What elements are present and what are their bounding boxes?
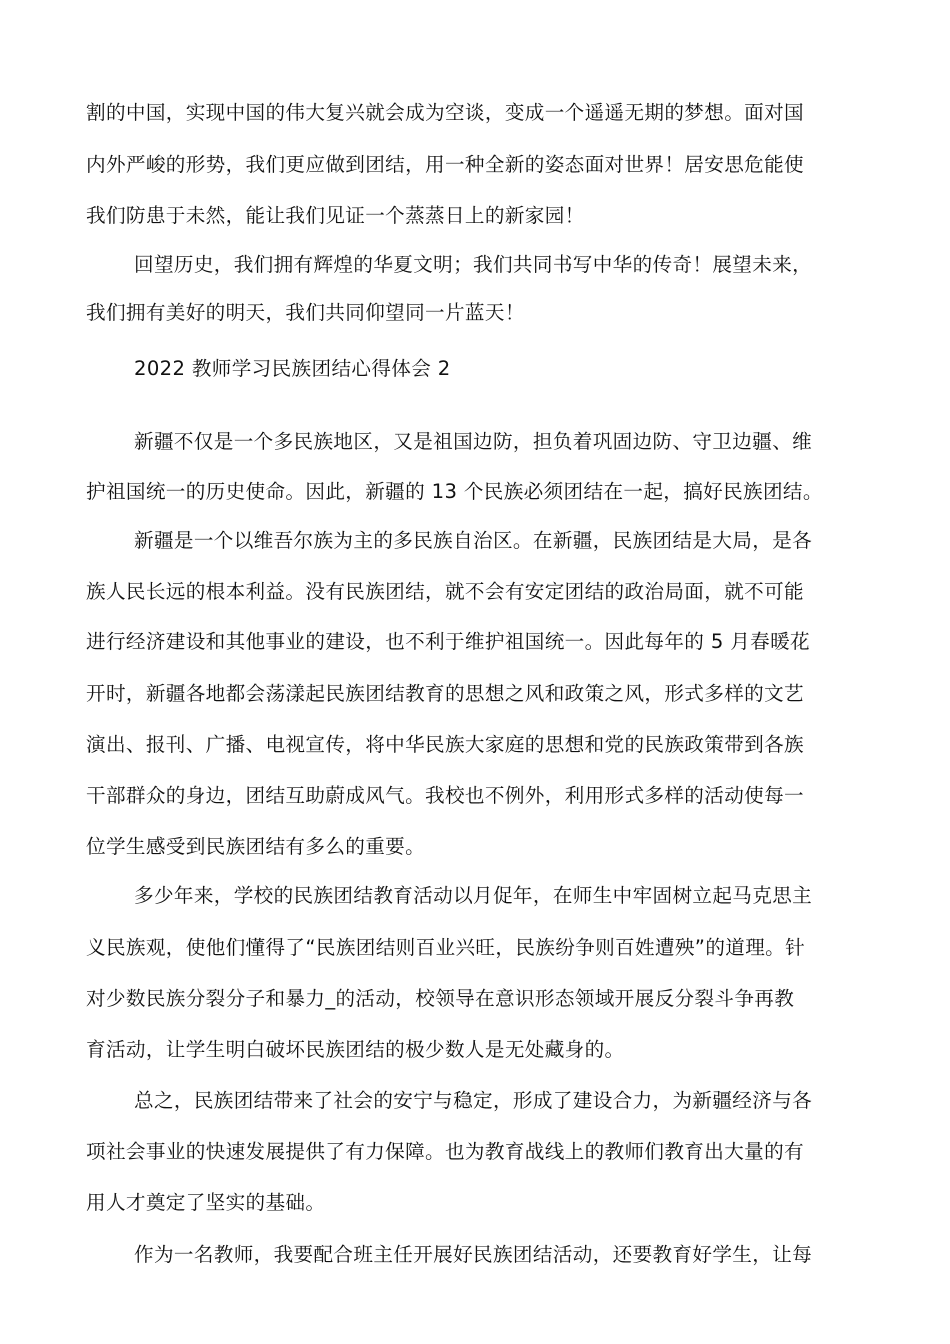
text-line: 进行经济建设和其他事业的建设，也不利于维护祖国统一。因此每年的 5 月春暖花 (86, 630, 811, 653)
paragraph-first-line: 总之，民族团结带来了社会的安宁与稳定，形成了建设合力，为新疆经济与各 (134, 1089, 813, 1112)
text-line: 义民族观，使他们懂得了“民族团结则百业兴旺，民族纷争则百姓遭殃”的道理。针 (86, 936, 806, 959)
section-heading: 2022 教师学习民族团结心得体会 2 (134, 357, 451, 380)
text-line: 开时，新疆各地都会荡漾起民族团结教育的思想之风和政策之风，形式多样的文艺 (86, 682, 804, 705)
text-line: 内外严峻的形势，我们更应做到团结，用一种全新的姿态面对世界！居安思危能使 (86, 153, 804, 176)
text-line: 族人民长远的根本利益。没有民族团结，就不会有安定团结的政治局面，就不可能 (86, 580, 804, 603)
paragraph-first-line: 作为一名教师，我要配合班主任开展好民族团结活动，还要教育好学生，让每 (134, 1243, 813, 1266)
text-line: 我们防患于未然，能让我们见证一个蒸蒸日上的新家园！ (86, 204, 585, 227)
text-line: 护祖国统一的历史使命。因此，新疆的 13 个民族必须团结在一起，搞好民族团结。 (86, 480, 823, 503)
text-line: 用人才奠定了坚实的基础。 (86, 1191, 326, 1214)
paragraph-first-line: 多少年来，学校的民族团结教育活动以月促年，在师生中牢固树立起马克思主 (134, 884, 813, 907)
text-line: 对少数民族分裂分子和暴力_的活动，校领导在意识形态领域开展反分裂斗争再教 (86, 987, 795, 1010)
text-line: 割的中国，实现中国的伟大复兴就会成为空谈，变成一个遥遥无期的梦想。面对国 (86, 101, 804, 124)
text-line: 干部群众的身边，团结互助蔚成风气。我校也不例外，利用形式多样的活动使每一 (86, 784, 804, 807)
text-line: 位学生感受到民族团结有多么的重要。 (86, 835, 426, 858)
paragraph-first-line: 新疆是一个以维吾尔族为主的多民族自治区。在新疆，民族团结是大局，是各 (134, 529, 813, 552)
paragraph-first-line: 新疆不仅是一个多民族地区，又是祖国边防，担负着巩固边防、守卫边疆、维 (134, 430, 813, 453)
text-line: 演出、报刊、广播、电视宣传，将中华民族大家庭的思想和党的民族政策带到各族 (86, 733, 804, 756)
text-line: 育活动，让学生明白破坏民族团结的极少数人是无处藏身的。 (86, 1038, 625, 1061)
paragraph-first-line: 回望历史，我们拥有辉煌的华夏文明；我们共同书写中华的传奇！展望未来， (134, 253, 813, 276)
text-line: 项社会事业的快速发展提供了有力保障。也为教育战线上的教师们教育出大量的有 (86, 1140, 804, 1163)
text-line: 我们拥有美好的明天，我们共同仰望同一片蓝天！ (86, 301, 525, 324)
